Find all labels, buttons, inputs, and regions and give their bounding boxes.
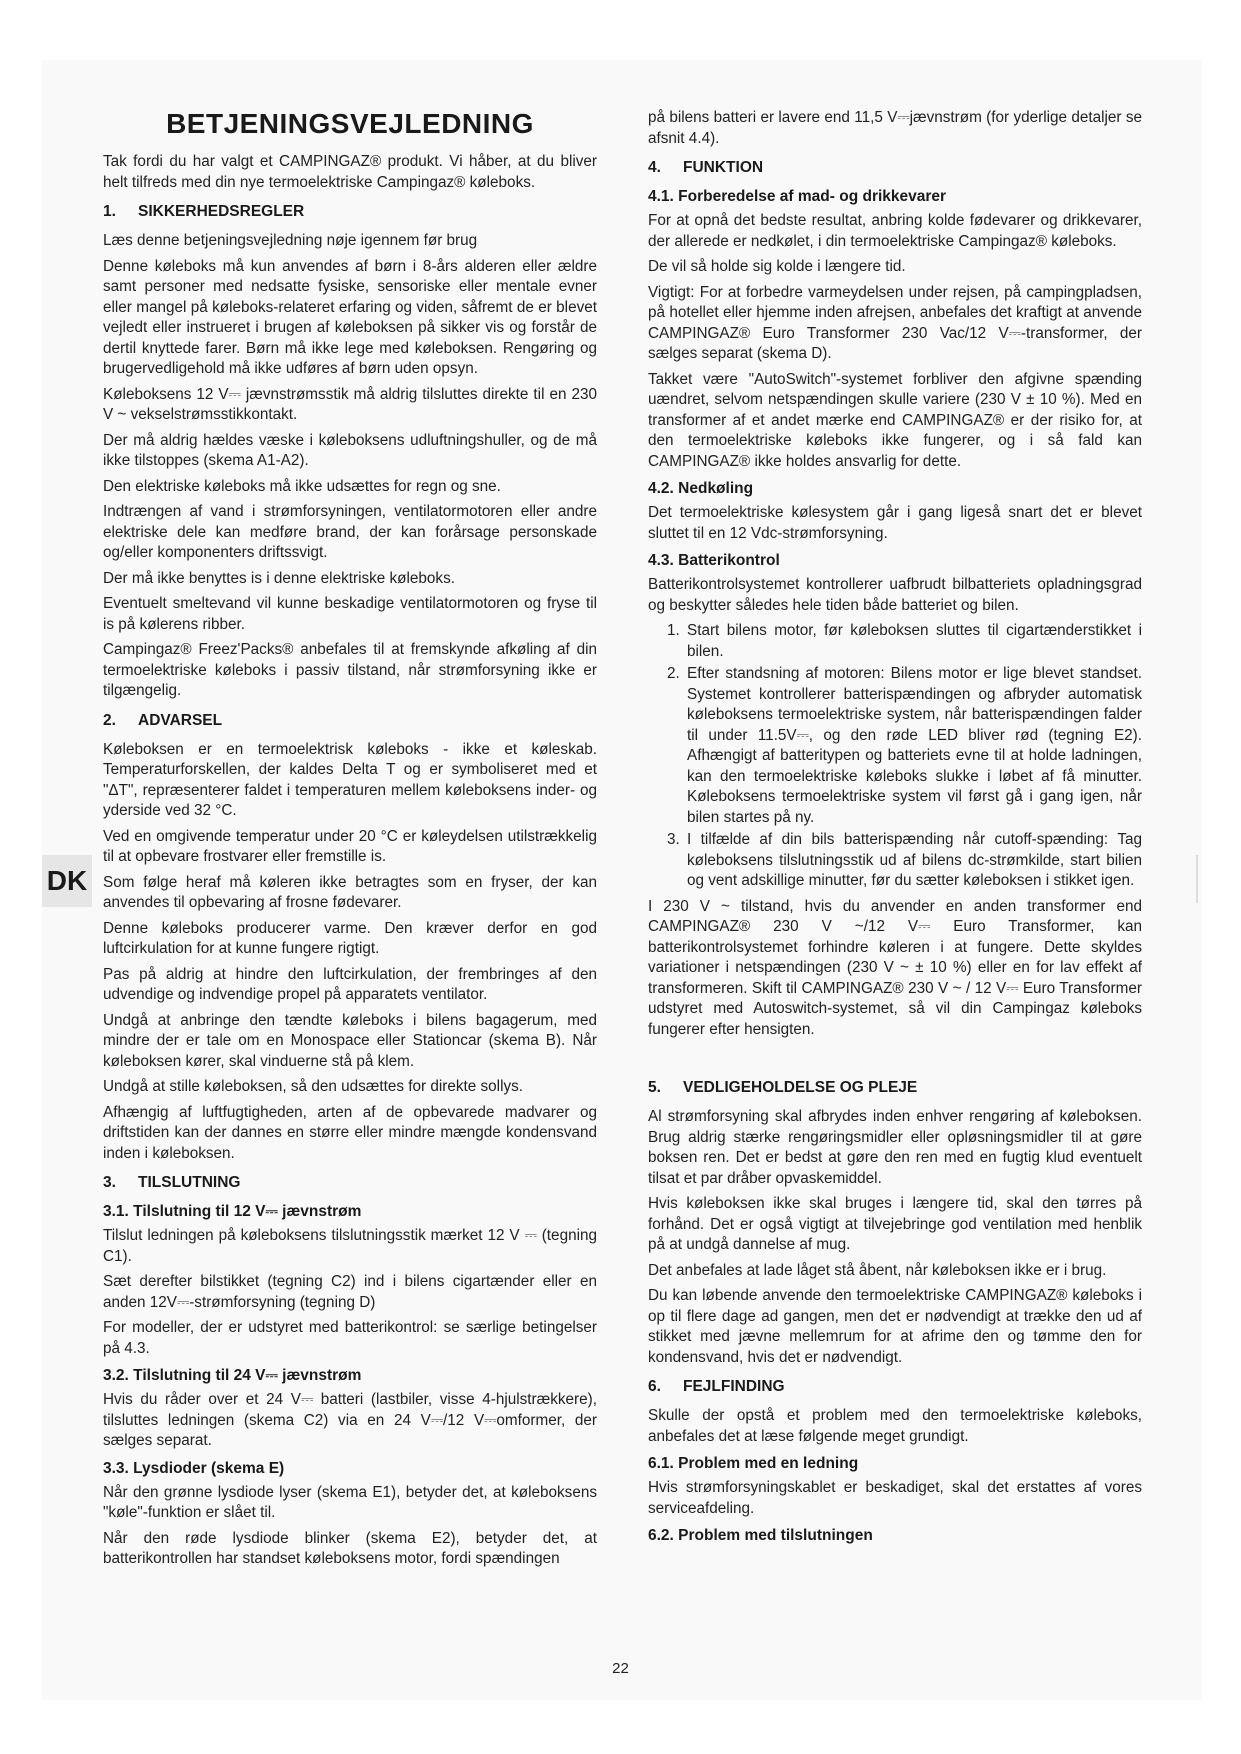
section-title: SIKKERHEDSREGLER xyxy=(138,203,305,220)
paragraph: Eventuelt smeltevand vil kunne beskadige ventilatormotoren og fryse til is på kølerens ribber. xyxy=(103,595,597,633)
paragraph: Hvis strømforsyningskablet er beskadiget, skal det erstattes af vores serviceafdeling. xyxy=(648,1479,1142,1517)
paragraph: Vigtigt: For at forbedre varmeydelsen under rejsen, på campingpladsen, på hotellet eller hjemme inden afrejsen, anbefales det kraftigt at anvende CAMPINGAZ® Euro Transformer 230 Vac/12 V⎓-transformer, der sælges separat (skema D). xyxy=(648,283,1142,362)
section-title: ADVARSEL xyxy=(138,711,223,729)
paragraph: I 230 V ~ tilstand, hvis du anvender en anden transformer end CAMPINGAZ® 230 V ~/12 V⎓ Euro Transformer, kan batterikontrolsystemet forhindre køleren i at fungere. Dette skyldes variationer i netspændingen (230 V ~ ± 10 %) eller en for lav effekt af transformeren. Skift til CAMPINGAZ® 230 V ~ / 12 V⎓ Euro Transformer udstyret med Autoswitch-systemet, så vil din Campingaz køleboks fungerer efter hensigten. xyxy=(648,897,1142,1038)
list-item: 3. I tilfælde af din bils batterispænding når cutoff-spænding: Tag køleboksens tilslutningsstik ud af bilens dc-strømkilde, start bilien og vent adskillige minutter, før du sætter køleboksen i stikket igen. xyxy=(684,830,1142,892)
paragraph: på bilens batteri er lavere end 11,5 V⎓jævnstrøm (for yderlige detaljer se afsnit 4.4). xyxy=(648,109,1142,147)
paragraph: Hvis du råder over et 24 V⎓ batteri (lastbiler, visse 4-hjulstrækkere), tilsluttes ledningen (skema C2) via en 24 V⎓/12 V⎓omformer, der sælges separat. xyxy=(103,1391,597,1449)
paragraph: Undgå at anbringe den tændte køleboks i bilens bagagerum, med mindre der er tale om en Monospace eller Stationcar (skema B). Når køleboksen kører, skal vinduerne stå på klem. xyxy=(103,1011,597,1070)
paragraph: Køleboksen er en termoelektrisk køleboks - ikke et køleskab. Temperaturforskellen, der kaldes Delta T og er symboliseret med et "ΔT", repræsenterer faldet i temperaturen mellem køleboksens inder- og yderside ved 32 °C. xyxy=(103,740,597,819)
list-item: 1. Start bilens motor, før køleboksen sluttes til cigartænderstikket i bilen. xyxy=(684,621,1142,662)
section-number: 1. xyxy=(103,203,116,220)
subsection-heading: 3.1. Tilslutning til 12 V⎓ jævnstrøm xyxy=(103,1203,362,1220)
paragraph: Denne køleboks producerer varme. Den kræver derfor en god luftcirkulation for at kunne fungere rigtigt. xyxy=(103,919,597,957)
paragraph: Som følge heraf må køleren ikke betragtes som en fryser, der kan anvendes til opbevaring af frosne fødevarer. xyxy=(103,873,597,911)
paragraph: Takket være "AutoSwitch"-systemet forbliver den afgivne spænding uændret, selvom netspændingen skulle variere (230 V ± 10 %). Med en transformer af et andet mærke end CAMPINGAZ® er der risiko for, at den termoelektriske køleboks ikke fungerer, og i så fald kan CAMPINGAZ® ikke holdes ansvarlig for dette. xyxy=(648,370,1142,470)
paragraph: Sæt derefter bilstikket (tegning C2) ind i bilens cigartænder eller en anden 12V⎓-strømforsyning (tegning D) xyxy=(103,1273,597,1311)
paragraph: Det termoelektriske kølesystem går i gang ligeså snart det er blevet sluttet til en 12 Vdc-strømforsyning. xyxy=(648,504,1142,542)
section-title: TILSLUTNING xyxy=(138,1174,241,1191)
subsection-heading: 4.1. Forberedelse af mad- og drikkevarer xyxy=(648,188,947,205)
section-title: FEJLFINDING xyxy=(683,1378,785,1395)
section-number: 6. xyxy=(648,1378,661,1395)
paragraph: Det anbefales at lade låget stå åbent, når køleboksen ikke er i brug. xyxy=(648,1261,1107,1279)
page-number: 22 xyxy=(612,1660,629,1677)
paragraph: Tilslut ledningen på køleboksens tilslutningsstik mærket 12 V ⎓ (tegning C1). xyxy=(103,1227,597,1265)
paragraph: Køleboksens 12 V⎓ jævnstrømsstik må aldrig tilsluttes direkte til en 230 V ~ vekselstrømsstikkontakt. xyxy=(103,385,597,423)
document-title: BETJENINGSVEJLEDNING xyxy=(166,108,534,139)
paragraph: Pas på aldrig at hindre den luftcirkulation, der frembringes af den udvendige og indvendige propel på apparatets ventilator. xyxy=(103,965,597,1003)
paragraph: Ved en omgivende temperatur under 20 °C er køleydelsen utilstrækkelig til at opbevare frostvarer eller fremstille is. xyxy=(103,827,597,865)
subsection-heading: 4.2. Nedkøling xyxy=(648,480,754,497)
paragraph: Batterikontrolsystemet kontrollerer uafbrudt bilbatteriets opladningsgrad og beskytter således hele tiden både batteriet og bilen. xyxy=(648,576,1142,614)
section-number: 5. xyxy=(648,1079,661,1096)
subsection-heading: 4.3. Batterikontrol xyxy=(648,552,780,569)
section-heading-function xyxy=(648,158,1142,178)
paragraph: Der må ikke benyttes is i denne elektriske køleboks. xyxy=(103,569,455,587)
subsection-heading: 6.1. Problem med en ledning xyxy=(648,1455,859,1472)
section-heading-connection xyxy=(103,1173,597,1193)
intro-paragraph: Tak fordi du har valgt et CAMPINGAZ® produkt. Vi håber, at du bliver helt tilfreds med din nye termoelektriske Campingaz® køleboks. xyxy=(103,153,597,191)
paragraph: Læs denne betjeningsvejledning nøje igennem før brug xyxy=(103,232,478,249)
section-heading-troubleshooting xyxy=(648,1377,1142,1397)
section-number: 2. xyxy=(103,711,116,729)
section-number: 4. xyxy=(648,159,661,176)
paragraph: Denne køleboks må kun anvendes af børn i 8-års alderen eller ældre samt personer med nedsatte fysiske, sensoriske eller mentale evner eller mangel på køleboks-relateret erfaring og viden, såfremt de er blevet vejledt eller instrueret i brugen af køleboksen på sikker vis og forstår de dertil knyttede farer. Børn må ikke lege med køleboksen. Rengøring og brugervedligehold må ikke udføres af børn uden opsyn. xyxy=(103,257,597,377)
subsection-heading: 3.3. Lysdioder (skema E) xyxy=(103,1459,285,1477)
paragraph: Indtrængen af vand i strømforsyningen, ventilatormotoren eller andre elektriske dele kan medføre brand, der kan forårsage personskade og/eller komponenters driftssvigt. xyxy=(103,503,597,561)
subsection-heading: 6.2. Problem med tilslutningen xyxy=(648,1527,873,1544)
numbered-list xyxy=(648,621,1142,892)
section-title: FUNKTION xyxy=(683,159,764,176)
paragraph: Der må aldrig hældes væske i køleboksens udluftningshuller, og de må ikke tilstoppes (skema A1-A2). xyxy=(103,431,597,469)
paragraph: Al strømforsyning skal afbrydes inden enhver rengøring af køleboksen. Brug aldrig stærke rengøringsmidler eller opløsningsmidler til at gøre boksen ren. Det er bedst at gøre den ren med en fugtig klud eventuelt tilsat et par dråber opvaskemiddel. xyxy=(648,1108,1142,1187)
paragraph: Hvis køleboksen ikke skal bruges i længere tid, skal den tørres på forhånd. Det er også vigtigt at tilvejebringe god ventilation med henblik på at undgå dannelse af mug. xyxy=(648,1195,1142,1253)
paragraph: Campingaz® Freez'Packs® anbefales til at fremskynde afkøling af din termoelektriske køleboks i passiv tilstand, når strømforsyning ikke er tilgængelig. xyxy=(103,641,597,699)
list-item: 2. Efter standsning af motoren: Bilens motor er lige blevet standset. Systemet kontrollerer batterispændingen og afbryder automatisk køleboksens termoelektriske system, når batterispændingen falder til under 11.5V⎓, og den røde LED bliver rød (tegning E2). Afhængigt af batteritypen og batteriets evne til at holde ladningen, kan den termoelektriske køleboks slukke i løbet af få minutter. Køleboksens termoelektriske system vil først gå i gang igen, når bilen startes på ny. xyxy=(684,664,1142,828)
paragraph: Afhængig af luftfugtigheden, arten af de opbevarede madvarer og driftstiden kan der dannes en større eller mindre mængde kondensvand inden i køleboksen. xyxy=(103,1103,597,1162)
paragraph: Undgå at stille køleboksen, så den udsættes for direkte sollys. xyxy=(103,1078,524,1095)
subsection-heading: 3.2. Tilslutning til 24 V⎓ jævnstrøm xyxy=(103,1367,362,1384)
side-margin-mark xyxy=(1196,855,1198,903)
left-column xyxy=(103,108,597,1575)
right-column xyxy=(648,108,1142,1550)
paragraph: Du kan løbende anvende den termoelektriske CAMPINGAZ® køleboks i op til flere dage ad gangen, men det er nødvendigt at trække den ud af stikket med jævne mellemrum for at afrime den og tømme den for kondensvand, hvis det er nødvendigt. xyxy=(648,1287,1142,1366)
section-title: VEDLIGEHOLDELSE OG PLEJE xyxy=(683,1079,918,1096)
section-heading-safety xyxy=(103,202,597,222)
paragraph: Når den grønne lysdiode lyser (skema E1), betyder det, at køleboksens "køle"-funktion er slået til. xyxy=(103,1483,597,1521)
paragraph: Skulle der opstå et problem med den termoelektriske køleboks, anbefales det at læse følgende meget grundigt. xyxy=(648,1407,1142,1445)
paragraph: Den elektriske køleboks må ikke udsættes for regn og sne. xyxy=(103,477,501,495)
language-tab: DK xyxy=(42,855,92,907)
section-heading-warning xyxy=(103,711,597,731)
spacer xyxy=(648,1045,1142,1069)
paragraph: Når den røde lysdiode blinker (skema E2), betyder det, at batterikontrollen har standset køleboksens motor, fordi spændingen xyxy=(103,1529,597,1567)
paragraph: For at opnå det bedste resultat, anbring kolde fødevarer og drikkevarer, der allerede er nedkølet, i din termoelektriske Campingaz® køleboks. xyxy=(648,212,1142,250)
paragraph: De vil så holde sig kolde i længere tid. xyxy=(648,258,906,275)
section-number: 3. xyxy=(103,1174,116,1191)
paragraph: For modeller, der er udstyret med batterikontrol: se særlige betingelser på 4.3. xyxy=(103,1319,597,1357)
section-heading-maintenance xyxy=(648,1078,1142,1098)
